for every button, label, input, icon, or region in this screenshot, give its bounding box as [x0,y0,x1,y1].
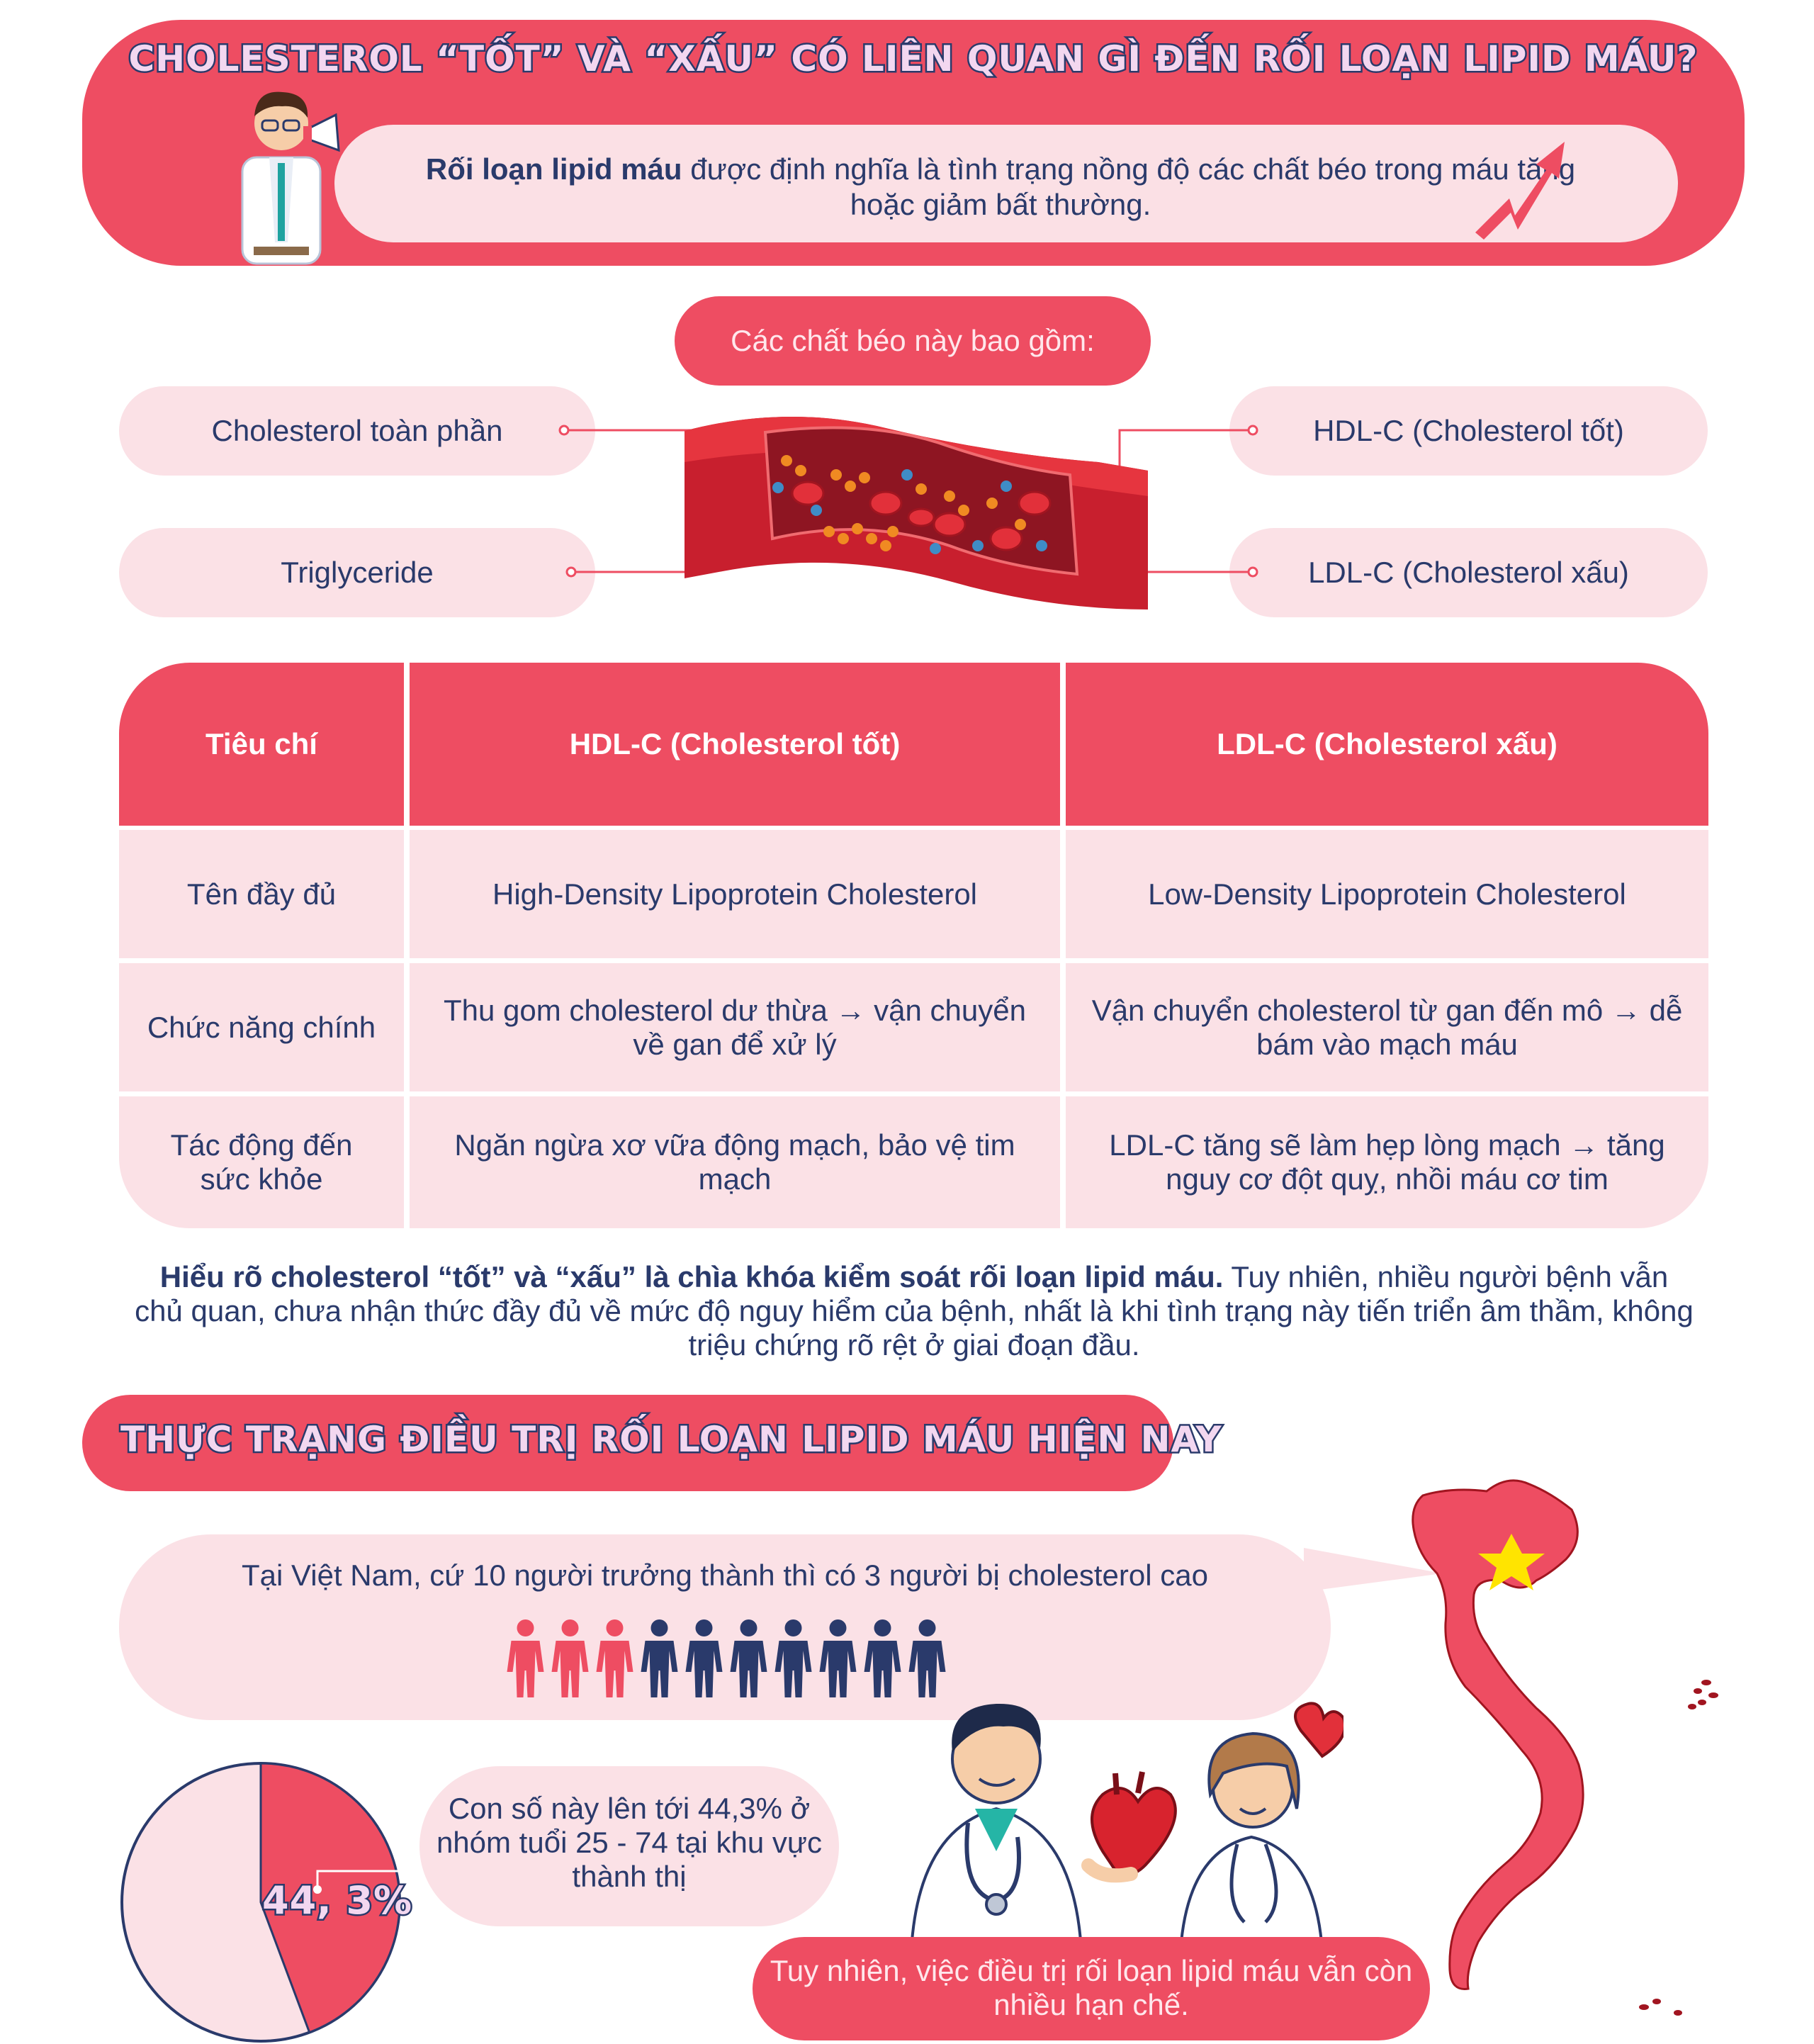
summary-bold: Hiểu rõ cholesterol “tốt” và “xấu” là chìa khóa kiểm soát rối loạn lipid máu. [159,1260,1224,1293]
fat-item-hdl: HDL-C (Cholesterol tốt) [1229,386,1708,476]
statistic-text: Tại Việt Nam, cứ 10 người trưởng thành thì có 3 người bị cholesterol cao [242,1559,1208,1592]
table-cell: Thu gom cholesterol dư thừa → vận chuyển về gan để xử lý [444,993,1026,1061]
table-header [119,663,1708,826]
comparison-table [119,663,1708,1228]
blood-vessel-icon [553,397,1275,631]
fat-item-ldl: LDL-C (Cholesterol xấu) [1229,528,1708,617]
table-cell: Chức năng chính [147,1010,376,1044]
column-divider [1060,663,1066,1228]
person-icon [820,1619,857,1697]
table-row [119,830,1708,958]
definition-bold: Rối loạn lipid máu [425,152,682,186]
pie-label: 44, 3% [262,1878,413,1923]
definition-text [398,152,1603,223]
table-cell: Tác động đến sức khỏe [170,1128,353,1196]
person-icon [909,1619,946,1697]
people-pictogram [503,1618,950,1700]
table-cell: Ngăn ngừa xơ vữa động mạch, bảo vệ tim mạch [454,1128,1015,1196]
header-criteria: Tiêu chí [205,727,317,760]
header-hdl: HDL-C (Cholesterol tốt) [569,727,901,760]
doctor-megaphone-icon [214,79,349,265]
heart-icon [1092,1772,1176,1875]
table-row [119,1096,1708,1228]
stat-text: Con số này lên tới 44,3% ở nhóm tuổi 25 - 74 tại khu vực thành thị [436,1792,823,1893]
table-cell: Low-Density Lipoprotein Cholesterol [1148,877,1626,911]
table-row [119,963,1708,1091]
section-title: THỰC TRẠNG ĐIỀU TRỊ RỐI LOẠN LIPID MÁU HIỆN NAY [120,1419,1222,1460]
fat-item-total-cholesterol: Cholesterol toàn phần [119,386,595,476]
person-icon [686,1619,723,1697]
table-cell: Tên đầy đủ [186,877,337,911]
summary-paragraph [135,1260,1694,1362]
header-ldl: LDL-C (Cholesterol xấu) [1217,727,1557,760]
page-title: CHOLESTEROL “TỐT” VÀ “XẤU” CÓ LIÊN QUAN GÌ ĐẾN RỐI LOẠN LIPID MÁU? [128,38,1698,79]
person-icon [864,1619,901,1697]
stat-pill [419,1766,839,1926]
header-banner [82,20,1745,266]
person-icon [731,1619,767,1697]
person-icon [775,1619,812,1697]
summary-rest: Tuy nhiên, nhiều người bệnh vẫn chủ quan, chưa nhận thức đầy đủ về mức độ nguy hiểm của bệnh, nhất là khi tình trạng này tiến triển âm thầm, không triệu chứng rõ rệt ở giai đoạn đầu. [135,1260,1694,1361]
column-divider [404,663,410,1228]
fat-item-triglyceride: Triglyceride [119,528,595,617]
table-cell: High-Density Lipoprotein Cholesterol [492,877,978,911]
note-text: Tuy nhiên, việc điều trị rối loạn lipid máu vẫn còn nhiều hạn chế. [770,1954,1413,2021]
table-cell: LDL-C tăng sẽ làm hẹp lòng mạch → tăng nguy cơ đột quỵ, nhồi máu cơ tim [1109,1128,1665,1196]
person-icon [597,1619,633,1697]
section-banner [82,1395,1222,1491]
vietnam-map-icon [1409,1474,1749,2027]
table-cell: Vận chuyển cholesterol từ gan đến mô → dễ bám vào mạch máu [1091,993,1683,1061]
note-pill [753,1937,1430,2040]
trend-arrow-icon [1468,133,1567,247]
fats-heading-pill: Các chất béo này bao gồm: [675,296,1151,386]
person-icon [552,1619,589,1697]
definition-rest: được định nghĩa là tình trạng nồng độ các chất béo trong máu tăng hoặc giảm bất thường. [682,152,1576,221]
doctors-illustration [890,1688,1343,1950]
person-icon [641,1619,678,1697]
person-icon [507,1619,544,1697]
